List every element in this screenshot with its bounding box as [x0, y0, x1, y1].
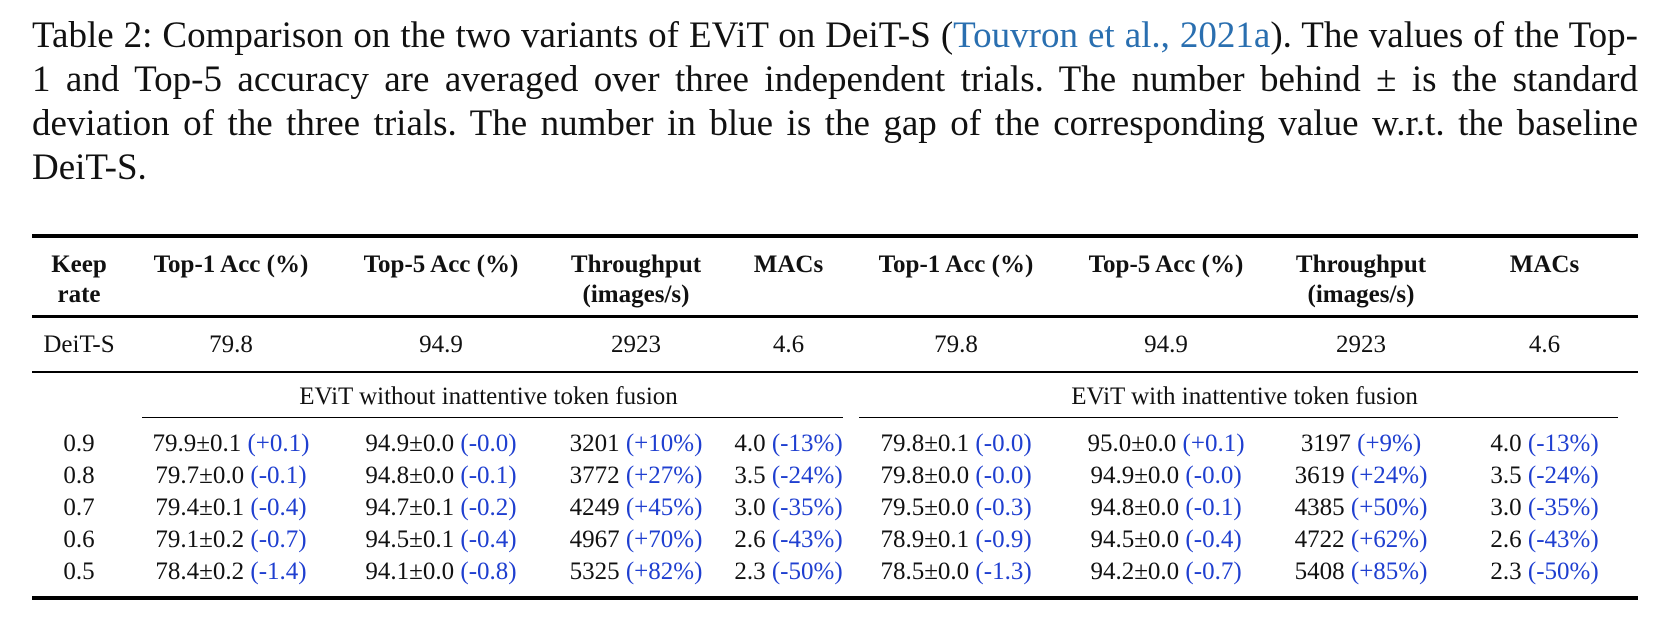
value-cell	[1451, 460, 1638, 492]
value-text: 79.8±0.1	[880, 430, 970, 457]
value-cell	[336, 492, 546, 524]
gap-text: (-0.7)	[1185, 558, 1242, 585]
gap-text: (+70%)	[625, 526, 703, 553]
value-cell	[336, 524, 546, 556]
gap-text: (+85%)	[1350, 558, 1428, 585]
value-cell	[126, 460, 336, 492]
value-cell	[1061, 418, 1271, 460]
citation-link[interactable]: Touvron et al., 2021a	[953, 15, 1271, 56]
baseline-cell: 94.9	[1144, 330, 1188, 358]
value-cell	[726, 460, 851, 492]
value-cell	[1271, 460, 1451, 492]
value-cell	[1271, 556, 1451, 596]
value-text: 94.8±0.0	[365, 462, 455, 489]
value-cell	[1061, 460, 1271, 492]
results-table	[32, 234, 1638, 600]
value-text: 79.5±0.0	[880, 494, 970, 521]
gap-text: (-50%)	[771, 558, 843, 585]
gap-text: (-0.0)	[975, 430, 1032, 457]
gap-text: (-1.3)	[975, 558, 1032, 585]
header-top1-right: Top-1 Acc (%)	[878, 251, 1034, 278]
value-text: 78.9±0.1	[880, 526, 970, 553]
gap-text: (-35%)	[771, 494, 843, 521]
table-caption	[32, 14, 1638, 190]
value-text: 4722	[1294, 526, 1345, 553]
gap-text: (-0.9)	[975, 526, 1032, 553]
value-cell	[546, 418, 726, 460]
gap-text: (-0.4)	[1185, 526, 1242, 553]
gap-text: (+45%)	[625, 494, 703, 521]
gap-text: (+62%)	[1350, 526, 1428, 553]
table-row	[32, 556, 1638, 596]
value-text: 3772	[569, 462, 620, 489]
header-macs-left: MACs	[753, 251, 824, 278]
value-text: 4967	[569, 526, 620, 553]
gap-text: (-43%)	[1527, 526, 1599, 553]
gap-text: (+9%)	[1357, 430, 1422, 457]
header-top5-left: Top-5 Acc (%)	[363, 251, 519, 278]
header-macs-right: MACs	[1509, 251, 1580, 278]
baseline-cell: 2923	[1336, 330, 1386, 358]
value-cell	[1061, 556, 1271, 596]
table-row	[32, 460, 1638, 492]
value-cell	[726, 524, 851, 556]
baseline-cell: 4.6	[772, 330, 805, 358]
value-text: 3.5	[734, 462, 766, 489]
caption-suffix: ). The values of the Top-1 and Top-5 accuracy are averaged over three independent trials. The number behind ± is the standard deviation of the three trials. The number in blue is the gap of the corresponding value w.r.t. the baseline DeiT-S.	[32, 15, 1639, 188]
keep-rate-cell: 0.5	[63, 558, 95, 585]
value-cell	[1451, 524, 1638, 556]
value-cell	[1271, 418, 1451, 460]
value-cell	[126, 418, 336, 460]
value-text: 5408	[1294, 558, 1345, 585]
value-text: 79.8±0.0	[880, 462, 970, 489]
keep-rate-cell: 0.7	[63, 494, 95, 521]
gap-text: (-24%)	[771, 462, 843, 489]
value-text: 79.7±0.0	[155, 462, 245, 489]
keep-rate-cell: 0.8	[63, 462, 95, 489]
value-cell	[546, 556, 726, 596]
value-text: 2.6	[1490, 526, 1522, 553]
gap-text: (-0.8)	[460, 558, 517, 585]
group-header-row	[32, 373, 1638, 419]
value-text: 94.9±0.0	[1090, 462, 1180, 489]
value-cell	[851, 524, 1061, 556]
gap-text: (+24%)	[1350, 462, 1428, 489]
value-text: 94.2±0.0	[1090, 558, 1180, 585]
value-cell	[126, 524, 336, 556]
value-text: 3197	[1300, 430, 1351, 457]
value-cell	[726, 418, 851, 460]
value-cell	[1451, 492, 1638, 524]
group-label-without-fusion: EViT without inattentive token fusion	[126, 373, 851, 419]
gap-text: (+0.1)	[247, 430, 310, 457]
gap-text: (-0.0)	[1185, 462, 1242, 489]
value-text: 3.0	[1490, 494, 1522, 521]
value-text: 79.1±0.2	[155, 526, 245, 553]
header-top1-left: Top-1 Acc (%)	[153, 251, 309, 278]
gap-text: (-0.3)	[975, 494, 1032, 521]
baseline-cell: 79.8	[209, 330, 253, 358]
value-cell	[1271, 524, 1451, 556]
value-text: 4249	[569, 494, 620, 521]
gap-text: (+0.1)	[1182, 430, 1245, 457]
header-keep-rate: Keep rate	[51, 251, 107, 308]
value-cell	[546, 460, 726, 492]
value-text: 94.5±0.0	[1090, 526, 1180, 553]
value-cell	[851, 492, 1061, 524]
gap-text: (-0.0)	[460, 430, 517, 457]
group-label-with-fusion: EViT with inattentive token fusion	[851, 373, 1638, 419]
baseline-cell: 94.9	[419, 330, 463, 358]
value-cell	[1271, 492, 1451, 524]
value-cell	[546, 524, 726, 556]
value-text: 78.4±0.2	[155, 558, 245, 585]
value-cell	[126, 556, 336, 596]
value-cell	[336, 460, 546, 492]
gap-text: (+10%)	[625, 430, 703, 457]
baseline-cell: 2923	[611, 330, 661, 358]
gap-text: (-13%)	[771, 430, 843, 457]
value-text: 94.1±0.0	[365, 558, 455, 585]
table-row	[32, 524, 1638, 556]
header-throughput-left: Throughput (images/s)	[570, 251, 702, 308]
gap-text: (-0.1)	[460, 462, 517, 489]
gap-text: (-50%)	[1527, 558, 1599, 585]
gap-text: (-1.4)	[250, 558, 307, 585]
value-cell	[336, 556, 546, 596]
value-text: 4385	[1294, 494, 1345, 521]
caption-prefix: Table 2: Comparison on the two variants of EViT on DeiT-S (	[32, 15, 954, 56]
baseline-cell: 79.8	[934, 330, 978, 358]
header-row	[32, 238, 1638, 315]
value-text: 3201	[569, 430, 620, 457]
value-cell	[1451, 556, 1638, 596]
table-row	[32, 492, 1638, 524]
value-text: 3619	[1294, 462, 1345, 489]
value-cell	[336, 418, 546, 460]
value-cell	[851, 556, 1061, 596]
value-cell	[1061, 492, 1271, 524]
table-row	[32, 418, 1638, 460]
gap-text: (-0.2)	[460, 494, 517, 521]
gap-text: (-43%)	[771, 526, 843, 553]
value-text: 94.5±0.1	[365, 526, 455, 553]
baseline-cell: 4.6	[1528, 330, 1561, 358]
value-cell	[546, 492, 726, 524]
value-cell	[726, 556, 851, 596]
value-cell	[1451, 418, 1638, 460]
value-text: 5325	[569, 558, 620, 585]
value-text: 95.0±0.0	[1087, 430, 1177, 457]
gap-text: (+50%)	[1350, 494, 1428, 521]
value-cell	[851, 418, 1061, 460]
bottom-rule	[32, 596, 1638, 600]
value-text: 79.9±0.1	[152, 430, 242, 457]
value-text: 3.0	[734, 494, 766, 521]
gap-text: (-0.4)	[460, 526, 517, 553]
keep-rate-cell: 0.9	[63, 430, 95, 457]
gap-text: (-0.7)	[250, 526, 307, 553]
value-text: 78.5±0.0	[880, 558, 970, 585]
value-text: 79.4±0.1	[155, 494, 245, 521]
gap-text: (+82%)	[625, 558, 703, 585]
value-cell	[851, 460, 1061, 492]
value-text: 94.8±0.0	[1090, 494, 1180, 521]
baseline-name: DeiT-S	[43, 330, 115, 358]
value-text: 3.5	[1490, 462, 1522, 489]
gap-text: (-0.4)	[250, 494, 307, 521]
value-text: 94.9±0.0	[365, 430, 455, 457]
gap-text: (-35%)	[1527, 494, 1599, 521]
gap-text: (-13%)	[1527, 430, 1599, 457]
value-text: 94.7±0.1	[365, 494, 455, 521]
header-top5-right: Top-5 Acc (%)	[1088, 251, 1244, 278]
value-text: 2.3	[734, 558, 766, 585]
baseline-row	[32, 318, 1638, 371]
keep-rate-cell: 0.6	[63, 526, 95, 553]
value-text: 2.3	[1490, 558, 1522, 585]
value-text: 2.6	[734, 526, 766, 553]
header-throughput-right: Throughput (images/s)	[1295, 251, 1427, 308]
value-cell	[1061, 524, 1271, 556]
value-text: 4.0	[734, 430, 766, 457]
gap-text: (-0.1)	[1185, 494, 1242, 521]
gap-text: (+27%)	[625, 462, 703, 489]
gap-text: (-24%)	[1527, 462, 1599, 489]
value-cell	[726, 492, 851, 524]
gap-text: (-0.0)	[975, 462, 1032, 489]
gap-text: (-0.1)	[250, 462, 307, 489]
value-text: 4.0	[1490, 430, 1522, 457]
value-cell	[126, 492, 336, 524]
